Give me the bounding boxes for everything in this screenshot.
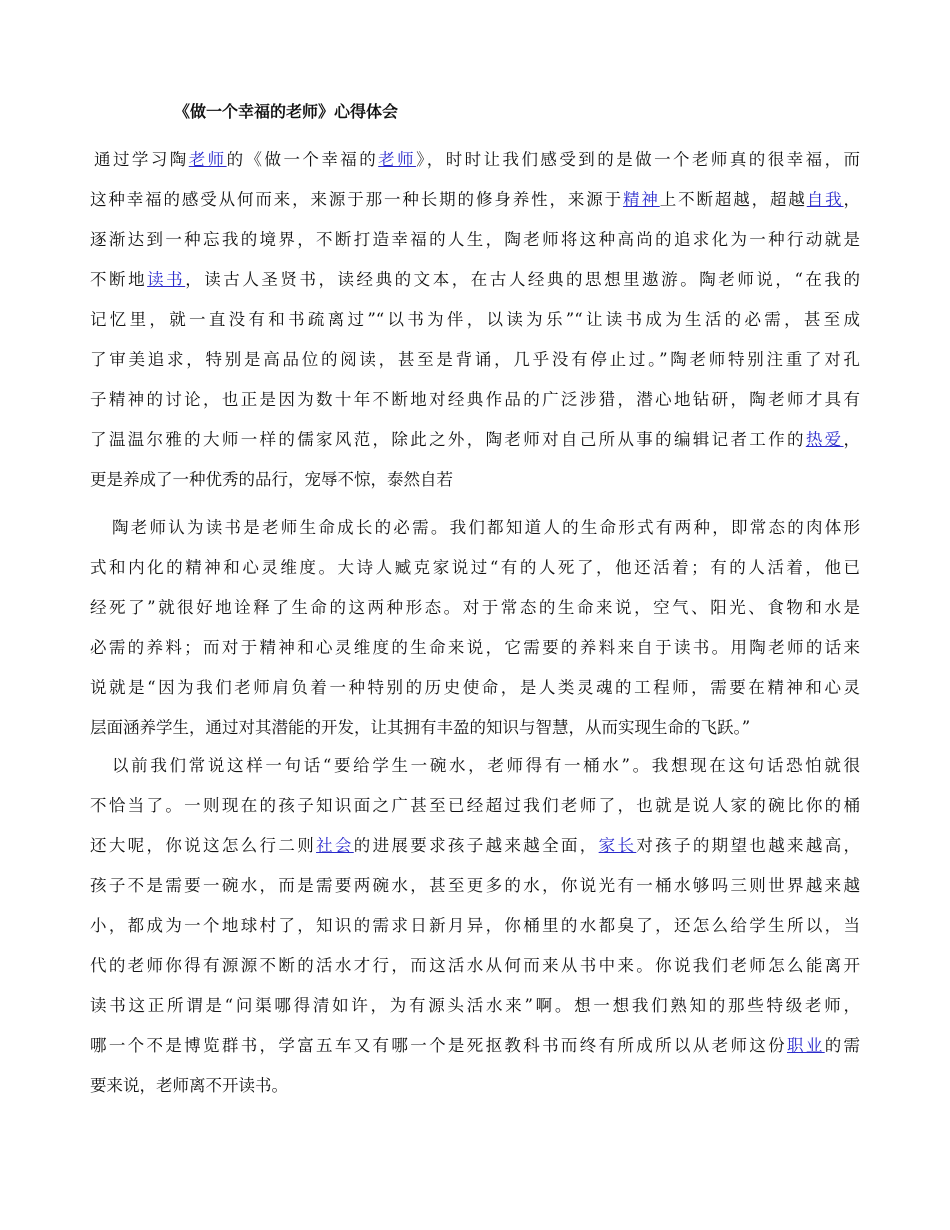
hyperlink[interactable]: 读书 [147, 270, 186, 289]
text-run: 》，时时让我们感受到的是做一个老师真的很幸福，而 [416, 150, 861, 169]
text-run: 还大呢，你说这怎么行二则 [90, 836, 317, 855]
p2-line [90, 708, 860, 748]
text-run: 对孩子的期望也越来越高， [636, 836, 861, 855]
p2-line [90, 548, 860, 588]
hyperlink[interactable]: 老师 [188, 150, 227, 169]
paragraph-1 [90, 140, 860, 500]
text-run: 必需的养料；而对于精神和心灵维度的生命来说，它需要的养料来自于读书。用陶老师的话来 [90, 638, 860, 657]
hyperlink[interactable]: 自我 [806, 190, 844, 209]
hyperlink[interactable]: 家长 [598, 836, 637, 855]
p3-line [90, 986, 860, 1026]
text-run: 上不断超越，超越 [659, 190, 807, 209]
text-run: 要来说，老师离不开读书。 [90, 1076, 288, 1095]
hyperlink[interactable]: 精神 [622, 190, 660, 209]
text-run: 式和内化的精神和心灵维度。大诗人臧克家说过“有的人死了，他还活着；有的人活着，他已 [90, 558, 860, 577]
text-run: 说就是“因为我们老师肩负着一种特别的历史使命，是人类灵魂的工程师，需要在精神和心灵 [90, 678, 860, 697]
text-run: 层面涵养学生，通过对其潜能的开发，让其拥有丰盈的知识与智慧，从而实现生命的飞跃。” [90, 718, 751, 737]
p3-line [90, 746, 860, 786]
text-run: 的进展要求孩子越来越全面， [353, 836, 599, 855]
text-run: 了审美追求，特别是高品位的阅读，甚至是背诵，几乎没有停止过。”陶老师特别注重了对孔 [90, 350, 860, 369]
text-run: ， [843, 430, 861, 449]
p1-line [90, 180, 860, 220]
text-run: 不恰当了。一则现在的孩子知识面之广甚至已经超过我们老师了，也就是说人家的碗比你的桶 [90, 796, 860, 815]
hyperlink[interactable]: 老师 [378, 150, 417, 169]
text-run: 陶老师认为读书是老师生命成长的必需。我们都知道人的生命形式有两种，即常态的肉体形 [112, 518, 860, 537]
p2-line [90, 588, 860, 628]
text-run: 读书这正所谓是“问渠哪得清如许，为有源头活水来”啊。想一想我们熟知的那些特级老师， [90, 996, 860, 1015]
document-title: 《做一个幸福的老师》心得体会 [174, 102, 399, 121]
p1-line [90, 420, 860, 460]
text-run: 代的老师你得有源源不断的活水才行，而这活水从何而来从书中来。你说我们老师怎么能离开 [90, 956, 860, 975]
p3-line [90, 906, 860, 946]
text-run: 逐渐达到一种忘我的境界，不断打造幸福的人生，陶老师将这种高尚的追求化为一种行动就是 [90, 230, 860, 249]
p3-line [90, 786, 860, 826]
text-run: 以前我们常说这样一句话“要给学生一碗水，老师得有一桶水”。我想现在这句话恐怕就很 [112, 756, 860, 775]
paragraph-2 [90, 508, 860, 748]
text-run: 小，都成为一个地球村了，知识的需求日新月异，你桶里的水都臭了，还怎么给学生所以，当 [90, 916, 860, 935]
p1-line [90, 260, 860, 300]
text-run: 更是养成了一种优秀的品行，宠辱不惊，泰然自若 [90, 470, 453, 489]
paragraph-3 [90, 746, 860, 1106]
text-run: 经死了”就很好地诠释了生命的这两种形态。对于常态的生命来说，空气、阳光、食物和水是 [90, 598, 860, 617]
p1-line [90, 300, 860, 340]
text-run: 哪一个不是博览群书，学富五车又有哪一个是死抠教科书而终有所成所以从老师这份 [90, 1036, 787, 1055]
text-run: 这种幸福的感受从何而来，来源于那一种长期的修身养性，来源于 [90, 190, 623, 209]
text-run: ， [843, 190, 861, 209]
text-run: 了温温尔雅的大师一样的儒家风范，除此之外，陶老师对自己所从事的编辑记者工作的 [90, 430, 806, 449]
text-run: ，读古人圣贤书，读经典的文本，在古人经典的思想里遨游。陶老师说，“在我的 [185, 270, 861, 289]
p3-line [90, 866, 860, 906]
p3-line [90, 1066, 860, 1106]
p3-line [90, 946, 860, 986]
text-run: 记忆里，就一直没有和书疏离过”“以书为伴，以读为乐”“让读书成为生活的必需，甚至成 [90, 310, 860, 329]
text-run: 通过学习陶 [94, 150, 189, 169]
p1-line [90, 380, 860, 420]
p1-line [90, 140, 860, 180]
hyperlink[interactable]: 职业 [787, 1036, 825, 1055]
p1-line [90, 340, 860, 380]
hyperlink[interactable]: 热爱 [805, 430, 844, 449]
p2-line [90, 668, 860, 708]
p3-line [90, 826, 860, 866]
hyperlink[interactable]: 社会 [316, 836, 354, 855]
p1-line [90, 460, 860, 500]
p3-line [90, 1026, 860, 1066]
text-run: 的《做一个幸福的 [226, 150, 379, 169]
text-run: 孩子不是需要一碗水，而是需要两碗水，甚至更多的水，你说光有一桶水够吗三则世界越来越 [90, 876, 860, 895]
text-run: 不断地 [90, 270, 148, 289]
p2-line [90, 628, 860, 668]
text-run: 子精神的讨论，也正是因为数十年不断地对经典作品的广泛涉猎，潜心地钻研，陶老师才具有 [90, 390, 860, 409]
p2-line [90, 508, 860, 548]
text-run: 的需 [824, 1036, 861, 1055]
p1-line [90, 220, 860, 260]
